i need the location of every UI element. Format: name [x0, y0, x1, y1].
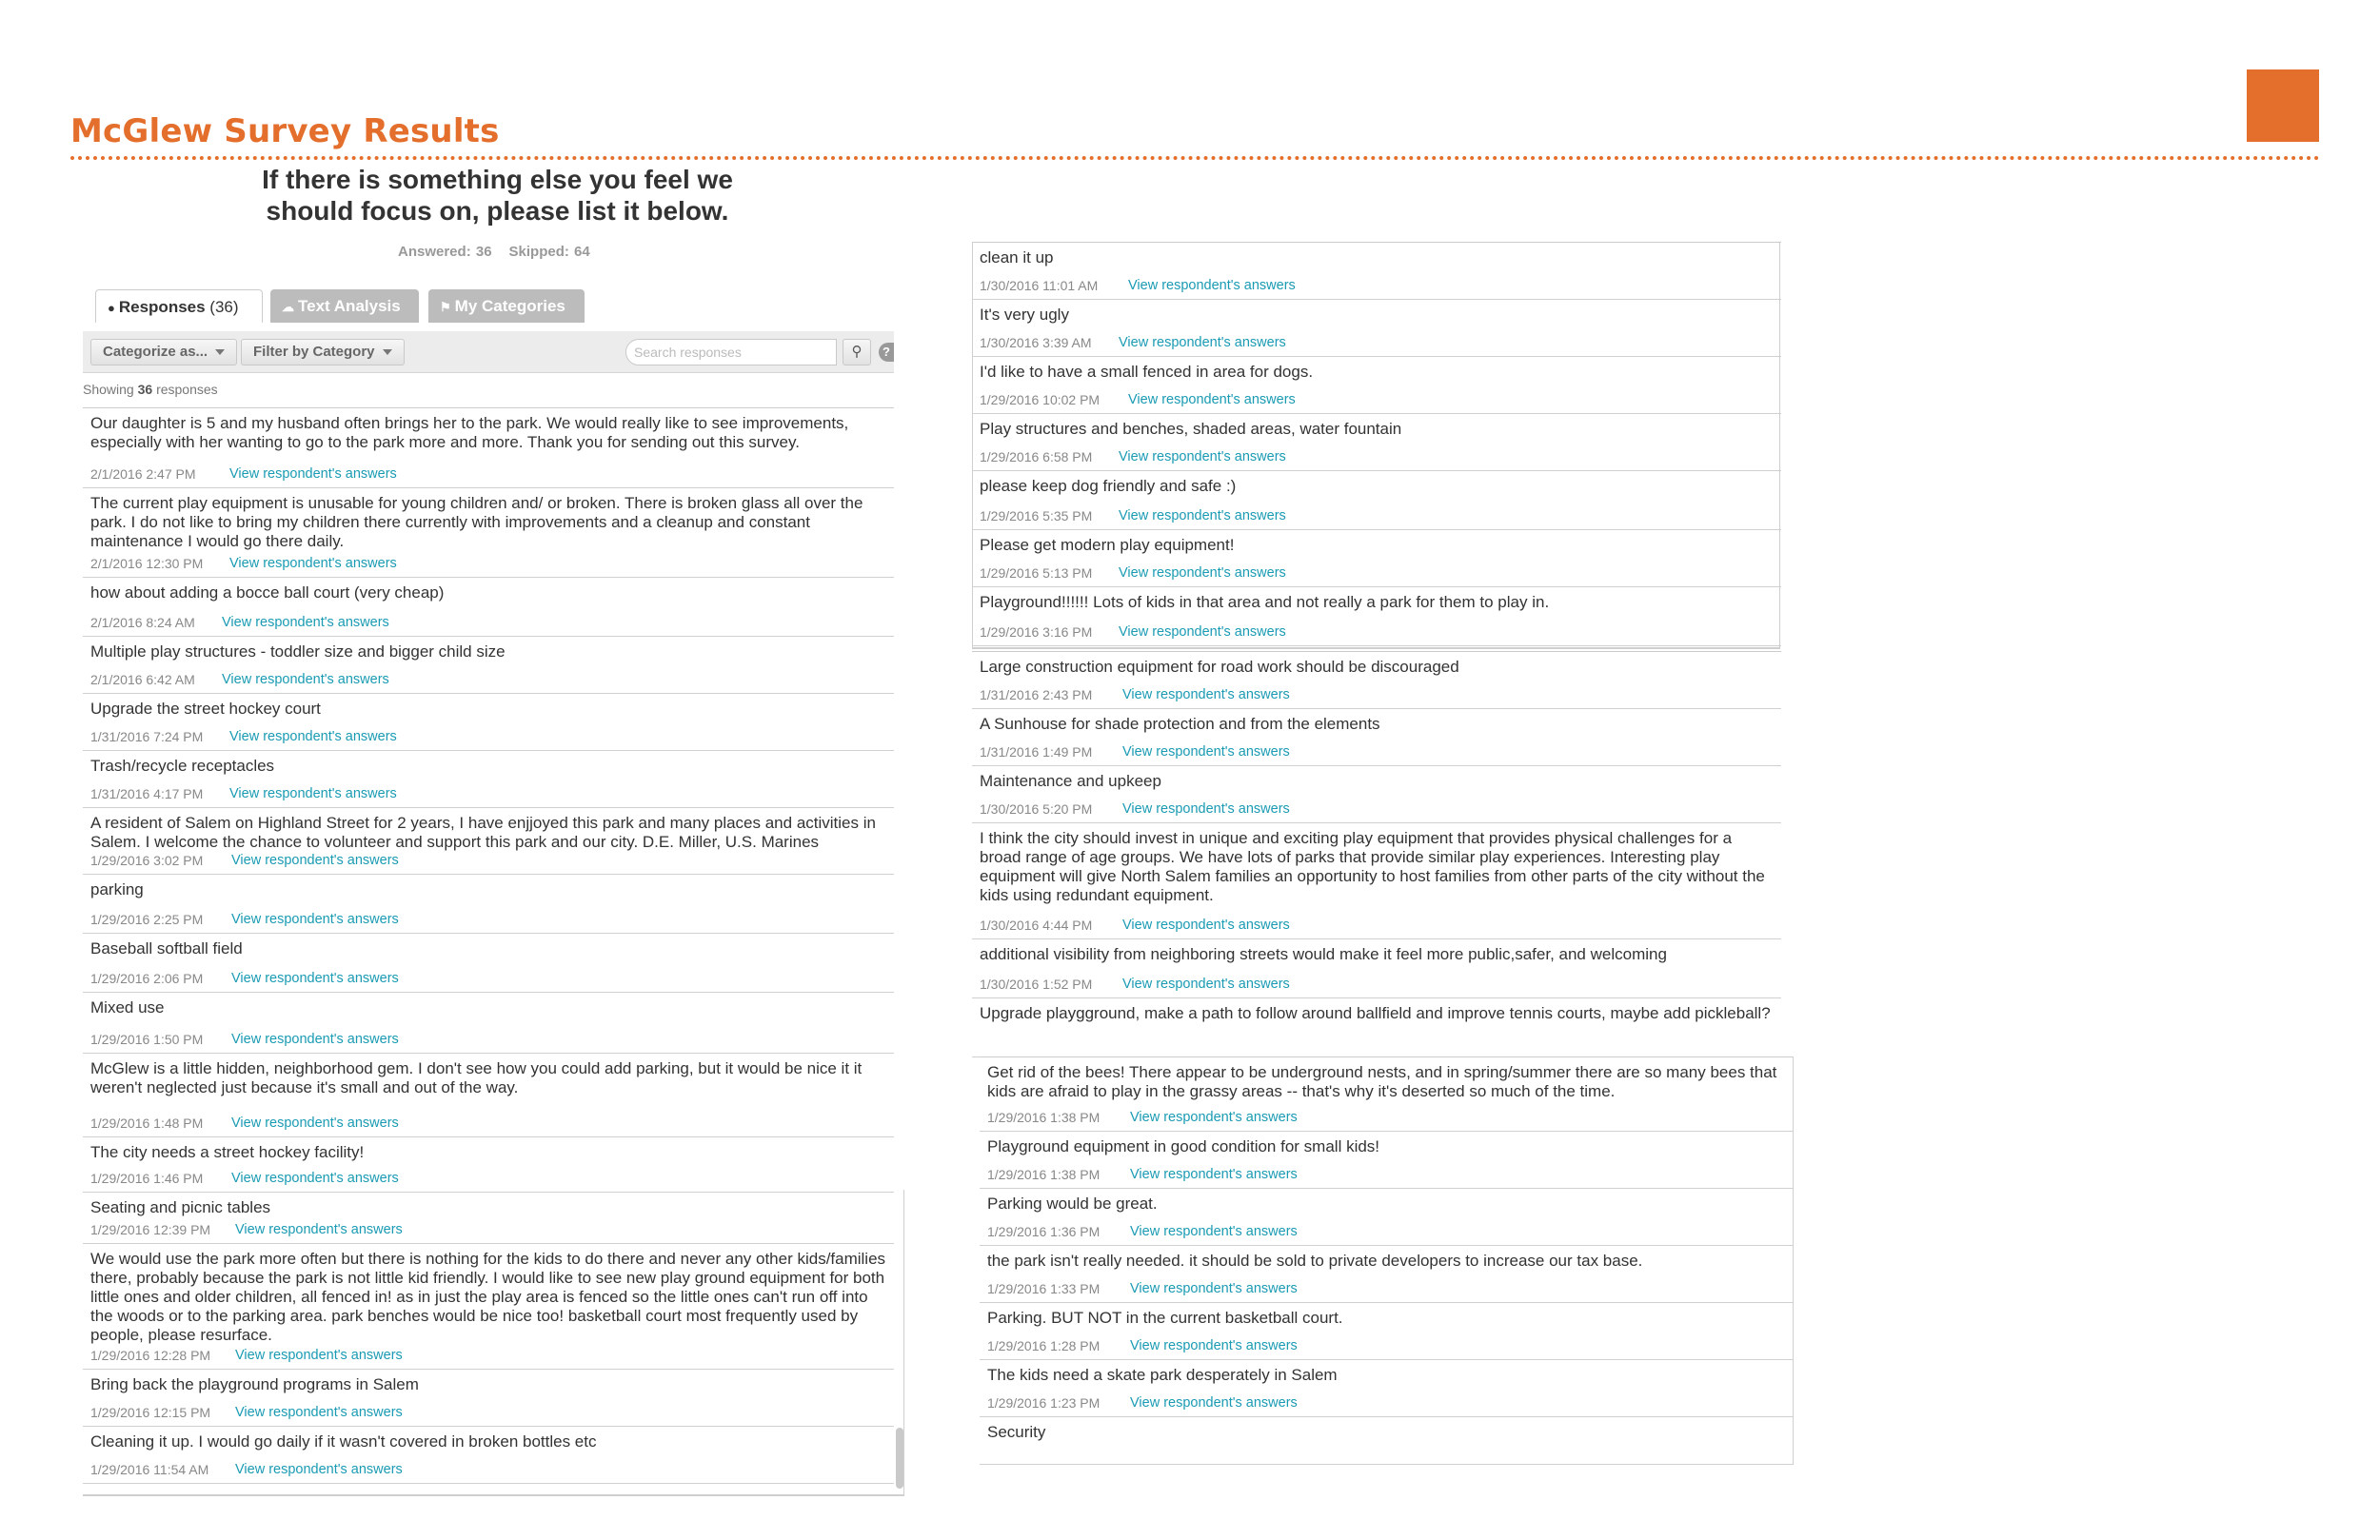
title-divider: [70, 156, 2321, 160]
view-answers-link[interactable]: View respondent's answers: [231, 1032, 399, 1047]
response-row: [83, 808, 894, 875]
showing-number: 36: [137, 382, 153, 397]
response-text: Large construction equipment for road work should be discouraged: [980, 658, 1459, 676]
response-date: 1/29/2016 1:33 PM: [987, 1281, 1101, 1296]
response-date: 2/1/2016 6:42 AM: [90, 672, 195, 687]
response-text: Seating and picnic tables: [90, 1198, 271, 1216]
response-date: 1/29/2016 1:38 PM: [987, 1167, 1101, 1182]
response-date: 1/30/2016 5:20 PM: [980, 801, 1093, 817]
response-row: [972, 998, 1781, 1057]
response-date: 1/31/2016 7:24 PM: [90, 729, 204, 744]
response-row: [83, 934, 894, 993]
question-line-2: should focus on, please list it below.: [266, 196, 729, 226]
skipped-count: Skipped: 64: [508, 244, 590, 260]
categorize-label: Categorize as...: [103, 344, 208, 360]
response-text: Maintenance and upkeep: [980, 772, 1161, 790]
response-text: Security: [987, 1423, 1046, 1441]
view-answers-link[interactable]: View respondent's answers: [1122, 687, 1290, 702]
categorize-dropdown[interactable]: [90, 339, 237, 365]
showing-count: [83, 382, 218, 397]
response-text: A Sunhouse for shade protection and from the elements: [980, 715, 1380, 733]
search-input[interactable]: Search responses: [625, 339, 837, 365]
view-answers-link[interactable]: View respondent's answers: [235, 1222, 403, 1237]
response-text: Mixed use: [90, 998, 165, 1017]
view-answers-link[interactable]: View respondent's answers: [1130, 1395, 1298, 1411]
view-answers-link[interactable]: View respondent's answers: [235, 1462, 403, 1477]
response-date: 2/1/2016 2:47 PM: [90, 466, 196, 482]
search-button[interactable]: [843, 339, 871, 365]
view-answers-link[interactable]: View respondent's answers: [229, 786, 397, 801]
speech-bubble-icon: ●: [108, 301, 115, 315]
response-date: 1/30/2016 1:52 PM: [980, 977, 1093, 992]
response-row: [980, 1057, 1794, 1132]
response-text: McGlew is a little hidden, neighborhood gem. I don't see how you could add parking, but it would be nice it it weren't neglected just because it's small and out of the way.: [90, 1059, 863, 1096]
tag-icon: ⚑: [440, 300, 451, 314]
cloud-icon: ☁: [282, 300, 294, 314]
chevron-down-icon: [383, 349, 392, 355]
showing-suffix: responses: [156, 382, 218, 397]
response-date: 1/31/2016 1:49 PM: [980, 744, 1093, 760]
response-text: Playground equipment in good condition for small kids!: [987, 1137, 1380, 1155]
view-answers-link[interactable]: View respondent's answers: [1122, 801, 1290, 817]
tab-text-analysis[interactable]: [270, 289, 419, 323]
response-row: [83, 488, 894, 578]
answered-count: Answered: 36: [398, 244, 492, 260]
response-row: [980, 1417, 1794, 1465]
response-row: [83, 1054, 894, 1137]
response-row: [972, 471, 1781, 530]
filter-label: Filter by Category: [253, 344, 375, 360]
response-text: Playground!!!!!! Lots of kids in that area and not really a park for them to play in.: [980, 593, 1550, 611]
response-row: [83, 1370, 894, 1427]
response-date: 1/29/2016 3:02 PM: [90, 853, 204, 868]
response-text: how about adding a bocce ball court (very cheap): [90, 583, 445, 602]
view-answers-link[interactable]: View respondent's answers: [229, 556, 397, 571]
response-text: Bring back the playground programs in Salem: [90, 1375, 419, 1393]
view-answers-link[interactable]: View respondent's answers: [229, 729, 397, 744]
view-answers-link[interactable]: View respondent's answers: [1119, 449, 1286, 464]
response-date: 2/1/2016 12:30 PM: [90, 556, 204, 571]
response-row: [972, 709, 1781, 766]
view-answers-link[interactable]: View respondent's answers: [1122, 918, 1290, 933]
slide-title: McGlew Survey Results: [70, 112, 500, 150]
response-date: 1/29/2016 1:28 PM: [987, 1338, 1101, 1353]
view-answers-link[interactable]: View respondent's answers: [235, 1405, 403, 1420]
response-date: 1/31/2016 4:17 PM: [90, 786, 204, 801]
panel-border: [972, 242, 973, 647]
response-row: [83, 875, 894, 934]
response-date: 1/29/2016 1:23 PM: [987, 1395, 1101, 1411]
panel-border: [1793, 1056, 1794, 1464]
response-date: 1/29/2016 5:35 PM: [980, 508, 1093, 523]
tab-my-categories-label: My Categories: [454, 297, 565, 315]
response-date: 1/29/2016 1:50 PM: [90, 1032, 204, 1047]
response-row: [83, 751, 894, 808]
response-text: Please get modern play equipment!: [980, 536, 1235, 554]
response-row: [83, 1427, 894, 1484]
panel-border: [903, 1190, 904, 1496]
tab-responses[interactable]: [95, 289, 263, 323]
response-text: I think the city should invest in unique and exciting play equipment that provides physical challenges for a broad range of age groups. We have lots of parks that provide similar play experiences. Interesting play equipment will give North Salem families an opportunity to host families from other parts of the city without the kids using redundant equipment.: [980, 829, 1765, 904]
brand-square: [2247, 69, 2319, 142]
view-answers-link[interactable]: View respondent's answers: [1130, 1224, 1298, 1239]
response-text: Upgrade playgground, make a path to follow around ballfield and improve tennis courts, maybe add pickleball?: [980, 1004, 1771, 1022]
response-text: Play structures and benches, shaded areas, water fountain: [980, 420, 1402, 438]
response-row: [83, 637, 894, 694]
view-answers-link[interactable]: View respondent's answers: [235, 1348, 403, 1363]
response-row: [83, 408, 894, 488]
response-date: 1/29/2016 2:25 PM: [90, 912, 204, 927]
right-top-response-list: [972, 242, 1781, 645]
response-row: [83, 1244, 894, 1370]
view-answers-link[interactable]: View respondent's answers: [1130, 1281, 1298, 1296]
response-row: [83, 1193, 894, 1244]
response-row: [972, 766, 1781, 823]
response-row: [980, 1246, 1794, 1303]
view-answers-link[interactable]: View respondent's answers: [222, 672, 389, 687]
panel-border: [1779, 242, 1780, 647]
response-text: Multiple play structures - toddler size and bigger child size: [90, 642, 506, 661]
response-text: Parking. BUT NOT in the current basketball court.: [987, 1309, 1343, 1327]
response-text: parking: [90, 880, 144, 898]
response-date: 1/29/2016 12:15 PM: [90, 1405, 211, 1420]
response-text: The city needs a street hockey facility!: [90, 1143, 365, 1161]
response-row: [83, 694, 894, 751]
response-text: Parking would be great.: [987, 1194, 1158, 1213]
response-row: [972, 357, 1781, 414]
question-title: [238, 164, 757, 227]
question-line-1: If there is something else you feel we: [262, 165, 733, 194]
response-text: Baseball softball field: [90, 939, 243, 958]
view-answers-link[interactable]: View respondent's answers: [1128, 278, 1296, 293]
response-date: 1/29/2016 1:46 PM: [90, 1171, 204, 1186]
view-answers-link[interactable]: View respondent's answers: [1128, 392, 1296, 407]
view-answers-link[interactable]: View respondent's answers: [1119, 624, 1286, 640]
showing-prefix: Showing: [83, 382, 134, 397]
response-date: 1/29/2016 1:36 PM: [987, 1224, 1101, 1239]
response-text: Cleaning it up. I would go daily if it wasn't covered in broken bottles etc: [90, 1432, 597, 1451]
view-answers-link[interactable]: View respondent's answers: [231, 1116, 399, 1131]
response-date: 1/30/2016 11:01 AM: [980, 278, 1099, 293]
response-text: Trash/recycle receptacles: [90, 757, 275, 775]
tab-responses-count: (36): [209, 298, 239, 316]
response-row: [972, 530, 1781, 587]
view-answers-link[interactable]: View respondent's answers: [231, 971, 399, 986]
view-answers-link[interactable]: View respondent's answers: [1122, 977, 1290, 992]
scrollbar-thumb[interactable]: [896, 1428, 903, 1489]
response-text: please keep dog friendly and safe :): [980, 477, 1237, 495]
help-icon[interactable]: ?: [879, 343, 894, 362]
view-answers-link[interactable]: View respondent's answers: [1130, 1167, 1298, 1182]
response-stats: [398, 244, 607, 260]
view-answers-link[interactable]: View respondent's answers: [1119, 508, 1286, 523]
response-row: [980, 1132, 1794, 1189]
response-date: 1/29/2016 10:02 PM: [980, 392, 1101, 407]
panel-divider: [83, 1494, 903, 1496]
response-date: 1/29/2016 6:58 PM: [980, 449, 1093, 464]
response-text: A resident of Salem on Highland Street for 2 years, I have enjjoyed this park and many places and activities in Salem. I welcome the chance to volunteer and support this park and our city. D.E. Miller, U.S. Marines: [90, 814, 876, 851]
view-answers-link[interactable]: View respondent's answers: [1130, 1338, 1298, 1353]
response-text: Upgrade the street hockey court: [90, 700, 321, 718]
response-text: the park isn't really needed. it should be sold to private developers to increase our tax base.: [987, 1252, 1643, 1270]
response-text: clean it up: [980, 248, 1054, 267]
response-row: [972, 652, 1781, 709]
response-text: We would use the park more often but there is nothing for the kids to do there and never any other kids/families there, probably because the park is not little kid friendly. I would like to see new play ground equipment for both little ones and older children, all fenced in! as in just the play area is fenced so the little ones can't run off into the woods or to the parking area. park benches would be nice too! basketball court most frequently used by people, please resurface.: [90, 1250, 886, 1344]
right-mid-response-list: [972, 651, 1781, 1056]
responses-toolbar: [83, 331, 894, 373]
view-answers-link[interactable]: View respondent's answers: [231, 853, 399, 868]
tab-my-categories[interactable]: [428, 289, 585, 323]
response-date: 1/29/2016 1:38 PM: [987, 1110, 1101, 1125]
response-row: [972, 300, 1781, 357]
left-response-list: [83, 407, 894, 1483]
response-text: The kids need a skate park desperately in Salem: [987, 1366, 1338, 1384]
view-answers-link[interactable]: View respondent's answers: [1122, 744, 1290, 760]
filter-dropdown[interactable]: [241, 339, 405, 365]
response-row: [972, 939, 1781, 998]
view-answers-link[interactable]: View respondent's answers: [229, 466, 397, 482]
response-date: 1/30/2016 4:44 PM: [980, 918, 1093, 933]
tab-text-analysis-label: Text Analysis: [298, 297, 401, 315]
response-date: 1/30/2016 3:39 AM: [980, 335, 1092, 350]
view-answers-link[interactable]: View respondent's answers: [1130, 1110, 1298, 1125]
response-date: 1/29/2016 3:16 PM: [980, 624, 1093, 640]
panel-divider: [972, 647, 1780, 649]
tab-responses-label: Responses: [118, 298, 206, 316]
response-date: 1/29/2016 1:48 PM: [90, 1116, 204, 1131]
response-row: [83, 1137, 894, 1193]
response-row: [83, 993, 894, 1054]
view-answers-link[interactable]: View respondent's answers: [1119, 565, 1286, 581]
response-text: Get rid of the bees! There appear to be underground nests, and in spring/summer there are so many bees that kids are afraid to play in the grassy areas -- that's why it's deserted so much of the time.: [987, 1063, 1777, 1100]
response-date: 1/29/2016 12:28 PM: [90, 1348, 211, 1363]
view-answers-link[interactable]: View respondent's answers: [231, 1171, 399, 1186]
response-row: [980, 1360, 1794, 1417]
response-text: Our daughter is 5 and my husband often brings her to the park. We would really like to see improvements, especially with her wanting to go to the park more and more. Thank you for sending out this survey.: [90, 414, 849, 451]
view-answers-link[interactable]: View respondent's answers: [1119, 335, 1286, 350]
response-text: I'd like to have a small fenced in area for dogs.: [980, 363, 1314, 381]
response-row: [972, 823, 1781, 939]
response-date: 1/29/2016 5:13 PM: [980, 565, 1093, 581]
response-row: [972, 243, 1781, 300]
response-row: [972, 414, 1781, 471]
response-row: [83, 578, 894, 637]
response-text: The current play equipment is unusable for young children and/ or broken. There is broken glass all over the park. I do not like to bring my children there currently with improvements and a cleanup and constant maintenance I would go there daily.: [90, 494, 863, 550]
response-text: It's very ugly: [980, 306, 1069, 324]
response-row: [972, 587, 1781, 646]
response-date: 1/31/2016 2:43 PM: [980, 687, 1093, 702]
right-bottom-response-list: [980, 1056, 1794, 1464]
response-row: [980, 1303, 1794, 1360]
response-text: additional visibility from neighboring streets would make it feel more public,safer, and welcoming: [980, 945, 1667, 963]
response-date: 1/29/2016 11:54 AM: [90, 1462, 209, 1477]
view-answers-link[interactable]: View respondent's answers: [222, 615, 389, 630]
chevron-down-icon: [215, 349, 225, 355]
response-date: 1/29/2016 2:06 PM: [90, 971, 204, 986]
response-date: 2/1/2016 8:24 AM: [90, 615, 195, 630]
view-answers-link[interactable]: View respondent's answers: [231, 912, 399, 927]
search-icon: ⚲: [851, 344, 863, 360]
response-row: [980, 1189, 1794, 1246]
response-date: 1/29/2016 12:39 PM: [90, 1222, 211, 1237]
